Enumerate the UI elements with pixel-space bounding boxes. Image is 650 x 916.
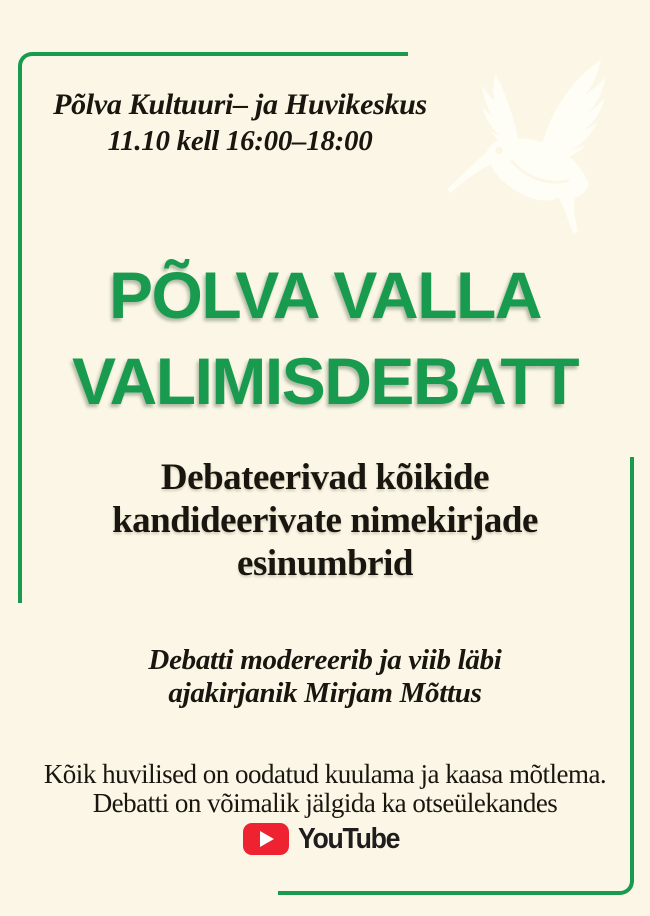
subtitle-line-3: esinumbrid	[237, 543, 413, 584]
moderator-line-1: Debatti modereerib ja viib läbi	[148, 644, 502, 676]
poster-title	[0, 252, 650, 424]
subtitle-line-2: kandideerivate nimekirjade	[112, 500, 538, 541]
title-line-2: VALIMISDEBATT	[71, 344, 579, 418]
play-triangle-icon	[260, 831, 274, 847]
title-line-1: PÕLVA VALLA	[108, 258, 542, 332]
audience-info	[0, 760, 650, 818]
venue-name: Põlva Kultuuri– ja Huvikeskus	[53, 88, 427, 121]
hummingbird-icon	[438, 52, 642, 242]
event-header	[28, 86, 452, 160]
info-line-1: Kõik huvilised on oodatud kuulama ja kaasa mõtlema.	[43, 759, 607, 789]
subtitle-line-1: Debateerivad kõikide	[160, 457, 490, 498]
info-line-2: Debatti on võimalik jälgida ka otseülekandes	[92, 788, 558, 818]
youtube-logo	[0, 822, 650, 856]
debate-description	[0, 456, 650, 585]
event-datetime: 11.10 kell 16:00–18:00	[107, 125, 373, 157]
moderator-note	[0, 644, 650, 710]
moderator-line-2: ajakirjanik Mirjam Mõttus	[168, 677, 482, 709]
youtube-play-icon	[243, 823, 289, 855]
youtube-wordmark: YouTube	[297, 822, 399, 855]
